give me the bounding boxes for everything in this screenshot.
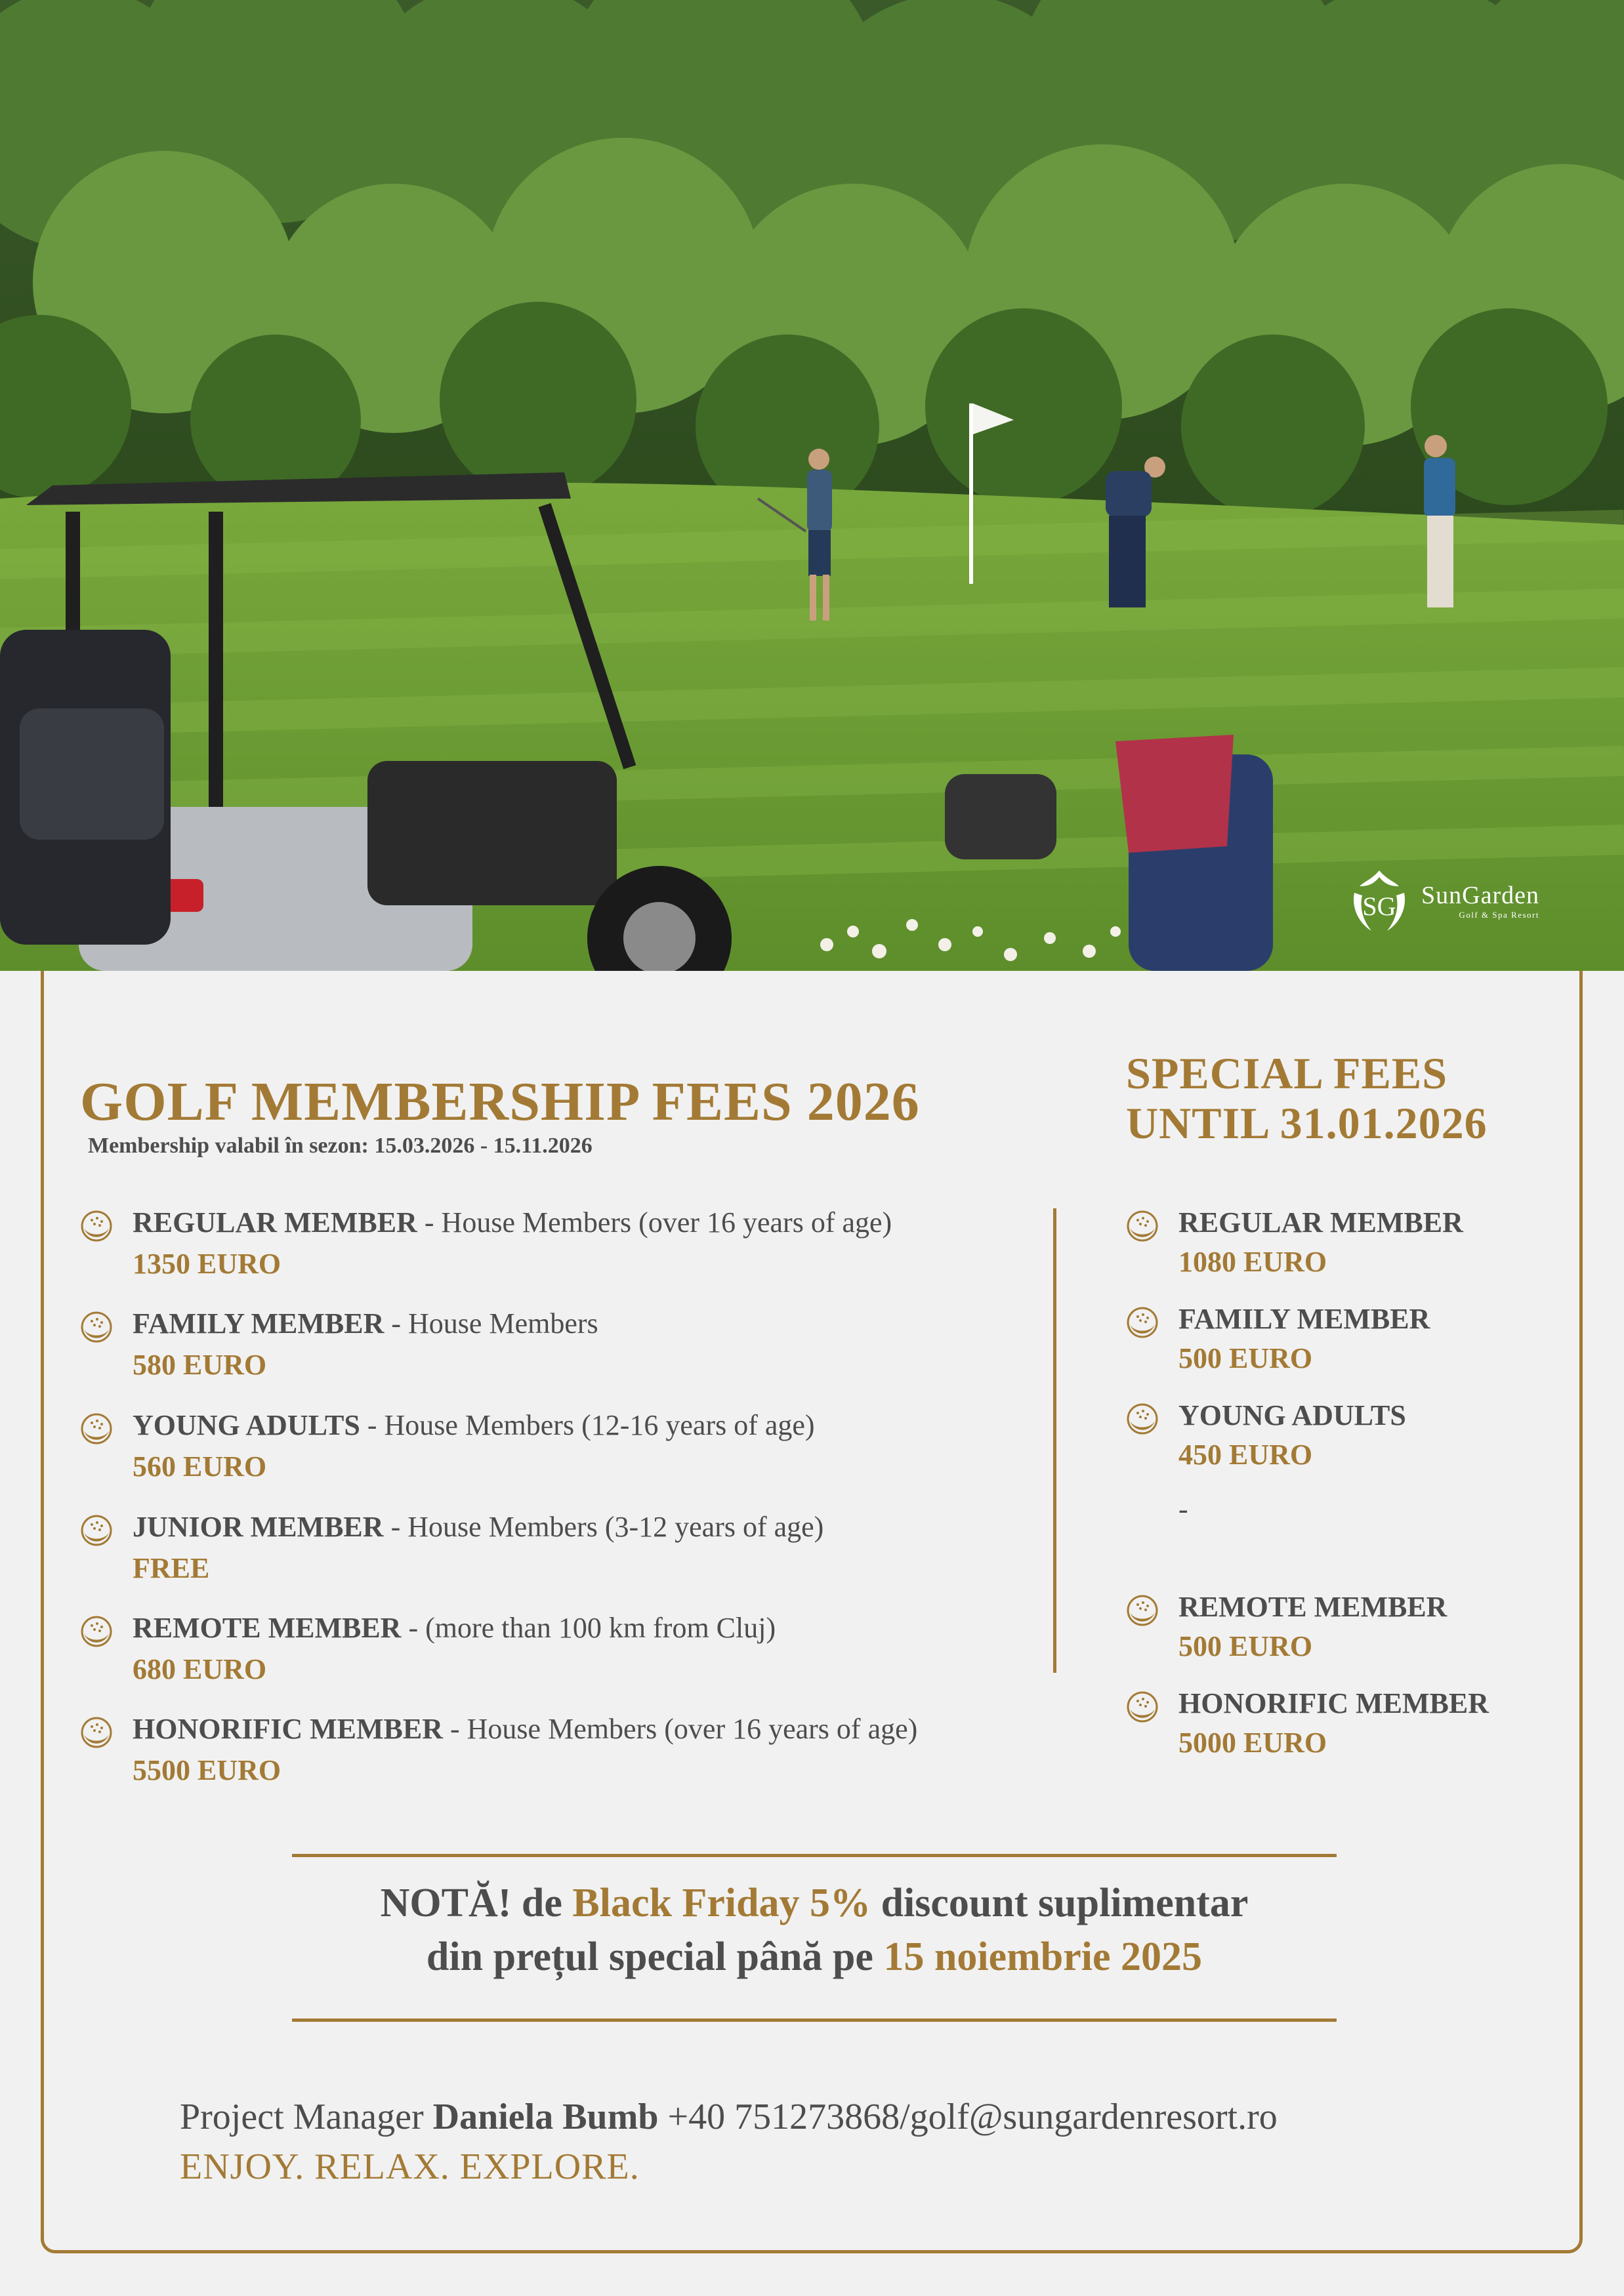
item-name: FAMILY MEMBER <box>1178 1303 1430 1335</box>
svg-text:SG: SG <box>1362 892 1396 921</box>
special-fees-title <box>1126 1048 1488 1148</box>
contact-details: +40 751273868/golf@sungardenresort.ro <box>658 2097 1278 2137</box>
item-name: REGULAR MEMBER <box>133 1206 417 1239</box>
item-name: YOUNG ADULTS <box>133 1409 360 1441</box>
item-price: 580 EURO <box>133 1349 267 1381</box>
item-name: FAMILY MEMBER <box>133 1307 385 1340</box>
item-price: 500 EURO <box>1178 1630 1313 1662</box>
item-price: 1350 EURO <box>133 1248 281 1280</box>
item-name: HONORIFIC MEMBER <box>133 1713 443 1745</box>
junior-placeholder: - <box>1178 1493 1188 1525</box>
golf-ball-icon <box>80 1311 113 1343</box>
item-name: HONORIFIC MEMBER <box>1178 1687 1489 1719</box>
note-part3: din prețul special până pe <box>426 1935 884 1979</box>
page-title: GOLF MEMBERSHIP FEES 2026 <box>80 1071 920 1132</box>
item-price: 560 EURO <box>133 1450 267 1483</box>
contact-name: Daniela Bumb <box>432 2097 659 2137</box>
contact-role: Project Manager <box>180 2097 433 2137</box>
item-price: FREE <box>133 1552 210 1584</box>
item-price: 500 EURO <box>1178 1342 1313 1374</box>
hero-photo <box>0 0 1624 971</box>
golf-ball-icon <box>1126 1594 1159 1627</box>
golf-ball-icon <box>80 1514 113 1547</box>
golf-ball-icon <box>80 1615 113 1648</box>
item-name: YOUNG ADULTS <box>1178 1399 1406 1431</box>
logo-name: SunGarden <box>1421 882 1539 909</box>
golf-ball-icon <box>80 1412 113 1445</box>
special-title-line2: UNTIL 31.01.2026 <box>1126 1098 1488 1148</box>
item-desc: - House Members <box>384 1307 598 1340</box>
item-desc: - House Members (over 16 years of age) <box>417 1206 892 1239</box>
logo-subtitle: Golf & Spa Resort <box>1459 910 1539 920</box>
item-name: REGULAR MEMBER <box>1178 1206 1463 1239</box>
tagline: ENJOY. RELAX. EXPLORE. <box>180 2146 640 2187</box>
item-name: REMOTE MEMBER <box>1178 1591 1447 1623</box>
sungarden-logo <box>1345 865 1539 937</box>
golf-ball-icon <box>1126 1691 1159 1723</box>
item-price: 450 EURO <box>1178 1439 1313 1471</box>
golf-ball-icon <box>1126 1210 1159 1242</box>
item-desc: - (more than 100 km from Cluj) <box>401 1612 776 1644</box>
golf-ball-icon <box>80 1716 113 1749</box>
item-name: REMOTE MEMBER <box>133 1612 402 1644</box>
item-price: 5000 EURO <box>1178 1727 1327 1759</box>
black-friday-note <box>292 1876 1337 1984</box>
golf-ball-icon <box>1126 1403 1159 1435</box>
golf-ball-icon <box>80 1210 113 1242</box>
column-divider <box>1053 1208 1056 1673</box>
sungarden-emblem-icon <box>1345 867 1413 935</box>
note-part2: discount suplimentar <box>871 1881 1249 1925</box>
item-desc: - House Members (3-12 years of age) <box>383 1511 824 1543</box>
item-desc: - House Members (over 16 years of age) <box>443 1713 918 1745</box>
item-name: JUNIOR MEMBER <box>133 1511 384 1543</box>
note-highlight-black-friday: Black Friday 5% <box>572 1881 871 1925</box>
note-part1: NOTĂ! de <box>380 1881 573 1925</box>
golf-ball-icon <box>1126 1306 1159 1339</box>
contact-line <box>180 2093 1278 2141</box>
item-price: 1080 EURO <box>1178 1246 1327 1278</box>
item-price: 680 EURO <box>133 1653 267 1685</box>
season-subtitle: Membership valabil în sezon: 15.03.2026 - 15.11.2026 <box>88 1134 593 1158</box>
item-desc: - House Members (12-16 years of age) <box>360 1409 815 1441</box>
special-title-line1: SPECIAL FEES <box>1126 1048 1448 1098</box>
note-rule-top <box>292 1854 1337 1857</box>
note-highlight-date: 15 noiembrie 2025 <box>883 1935 1203 1979</box>
note-rule-bottom <box>292 2019 1337 2022</box>
item-price: 5500 EURO <box>133 1754 281 1786</box>
